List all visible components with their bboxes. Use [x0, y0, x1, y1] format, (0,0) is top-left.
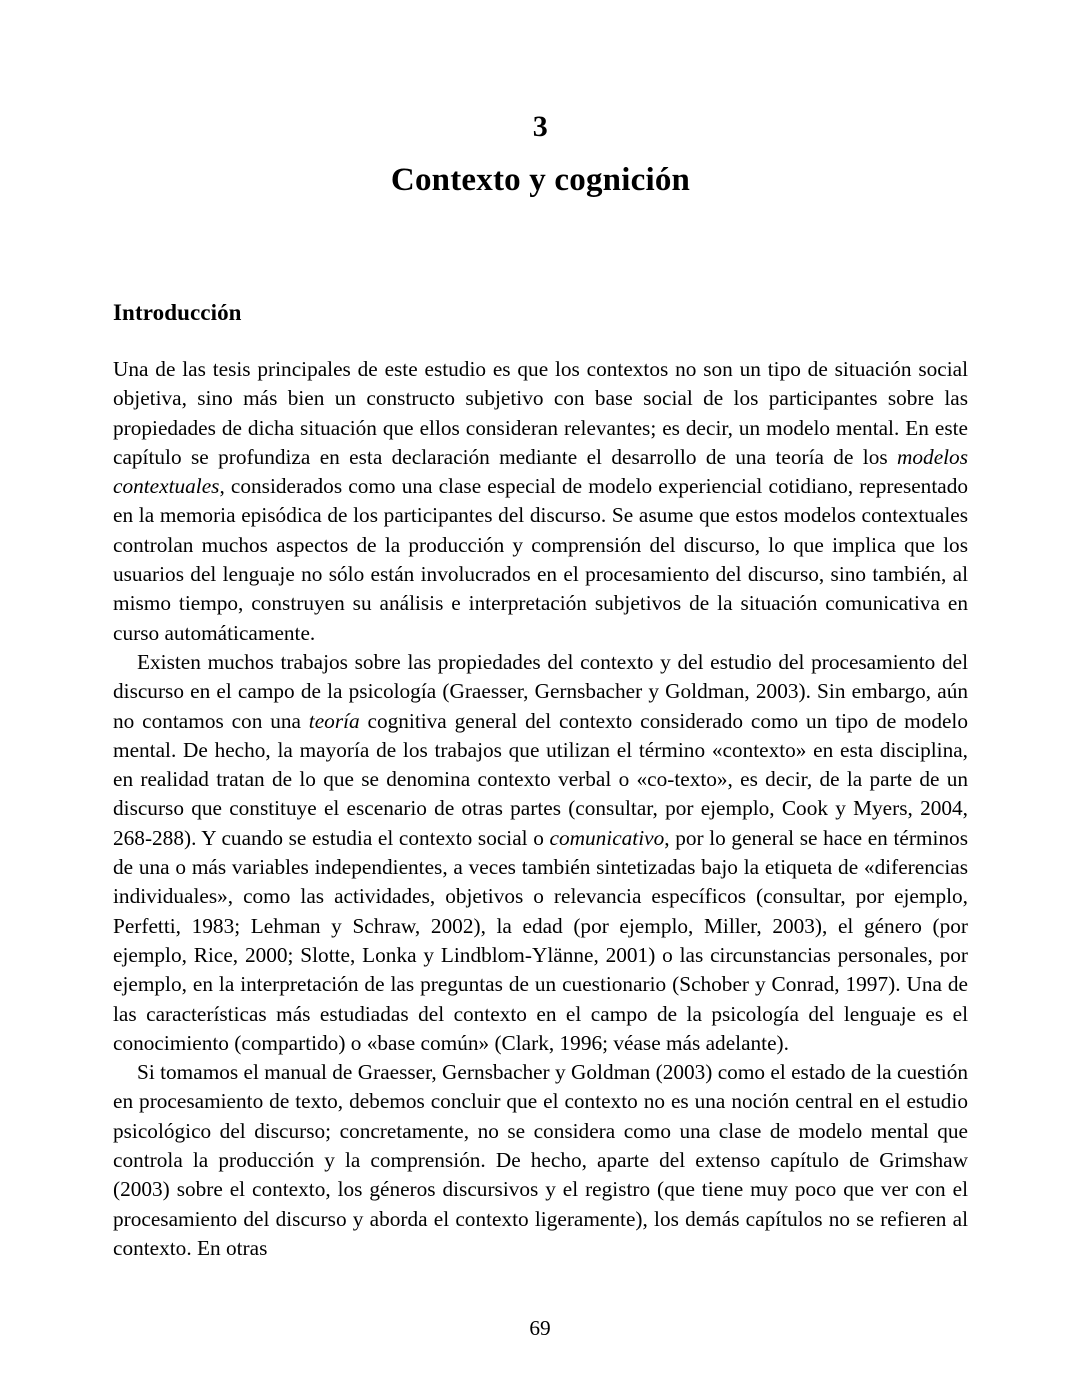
paragraph-1-text-b: , considerados como una clase especial de modelo experiencial cotidiano, representado en la memoria episódica de los participantes del discurso. Se asume que estos modelos contextuales controlan muchos aspectos de la producción y comprensión del discurso, lo que implica que los usuarios del lenguaje no sólo están involucrados en el procesamiento del discurso, sino también, al mismo tiempo, construyen su análisis e interpretación subjetivos de la situación comunicativa en curso automáticamente.: [113, 474, 968, 645]
page-number: 69: [529, 1316, 551, 1340]
page-content: [113, 0, 968, 1263]
paragraph-2-emphasis-comunicativo: comunicativo: [549, 825, 665, 850]
paragraph-2-text-c: , por lo general se hace en términos de una o más variables independientes, a veces también sintetizadas bajo la etiqueta de «diferencias individuales», como las actividades, objetivos o relevancia específicos (consultar, por ejemplo, Perfetti, 1983; Lehman y Schraw, 2002), la edad (por ejemplo, Miller, 2003), el género (por ejemplo, Rice, 2000; Slotte, Lonka y Lindblom-Ylänne, 2001) o las circunstancias personales, por ejemplo, en la interpretación de las preguntas de un cuestionario (Schober y Conrad, 1997). Una de las características más estudiadas del contexto en el campo de la psicología del lenguaje es el conocimiento (compartido) o «base común» (Clark, 1996; véase más adelante).: [113, 825, 968, 1055]
paragraph-2: [113, 648, 968, 1058]
paragraph-1: [113, 355, 968, 648]
paragraph-1-text-a: Una de las tesis principales de este estudio es que los contextos no son un tipo de situación social objetiva, sino más bien un constructo subjetivo con base social de los participantes sobre las propiedades de dicha situación que ellos consideran relevantes; es decir, un modelo mental. En este capítulo se profundiza en esta declaración mediante el desarrollo de una teoría de los: [113, 357, 968, 469]
paragraph-2-text-a: Existen muchos trabajos sobre las propiedades del contexto y del estudio del procesamiento del discurso en el campo de la psicología (Graesser, Gernsbacher y Goldman, 2003). Sin embargo, aún no contamos con una: [113, 649, 968, 733]
chapter-number: 3: [532, 110, 549, 143]
paragraph-2-emphasis-teoria: teoría: [308, 708, 360, 733]
paragraph-1-emphasis-modelos-contextuales: modelos contextuales: [113, 444, 968, 499]
section-heading-introduccion: Introducción: [113, 300, 242, 325]
chapter-title: Contexto y cognición: [390, 162, 691, 198]
paragraph-2-text-b: cognitiva general del contexto considerado como un tipo de modelo mental. De hecho, la mayoría de los trabajos que utilizan el término «contexto» en esta disciplina, en realidad tratan de lo que se denomina contexto verbal o «co-texto», es decir, de la parte de un discurso que constituye el escenario de otras partes (consultar, por ejemplo, Cook y Myers, 2004, 268-288). Y cuando se estudia el contexto social o: [113, 708, 968, 850]
paragraph-3: Si tomamos el manual de Graesser, Gernsbacher y Goldman (2003) como el estado de la cuestión en procesamiento de texto, debemos concluir que el contexto no es una noción central en el estudio psicológico del discurso; concretamente, no se considera como una clase de modelo mental que controla la producción y la comprensión. De hecho, aparte del extenso capítulo de Grimshaw (2003) sobre el contexto, los géneros discursivos y el registro (que tiene muy poco que ver con el procesamiento del discurso y aborda el contexto ligeramente), los demás capítulos no se refieren al contexto. En otras: [113, 1060, 968, 1260]
